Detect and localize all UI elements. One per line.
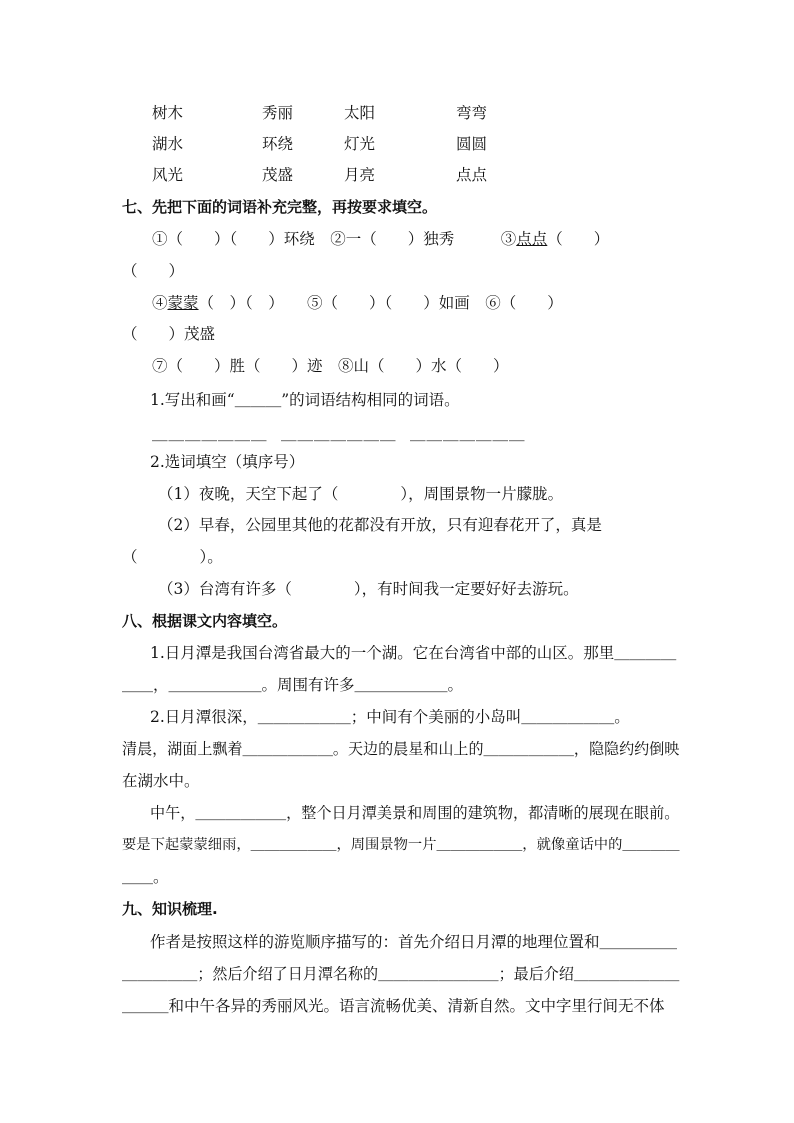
s8-para-3-line-3: ＿＿。 [122,868,169,886]
s7-line-2 [152,293,563,313]
s8-para-3-line-2: 要是下起蒙蒙细雨，＿＿＿＿＿＿，周围景物一片＿＿＿＿＿＿，就像童话中的＿＿＿＿ [122,837,680,853]
s7-line-2-wrap: （ ）茂盛 [122,325,216,343]
word-cell: 环绕 [262,135,294,153]
s7-line-3: ⑦（ ）胜（ ）迹 ⑧山（ ）水（ ） [152,357,509,375]
word-cell: 风光 [152,166,184,184]
section-9-heading: 九、知识梳理. [122,900,218,918]
s8-para-3-line-1: 中午，＿＿＿＿＿＿，整个日月潭美景和周围的建筑物，都清晰的展现在眼前。 [150,804,680,822]
word-cell: 湖水 [152,135,184,153]
s7-q2-item-1: （1）夜晚，天空下起了（ ），周围景物一片朦胧。 [158,485,564,503]
s7-q2-item-2-wrap: （ ）。 [122,548,223,566]
s9-line-1: 作者是按照这样的游览顺序描写的：首先介绍日月潭的地理位置和＿＿＿＿＿ [150,933,678,951]
s7-underlined-word: 点点 [516,230,548,248]
s8-para-2-line-2: 清晨，湖面上飘着＿＿＿＿＿＿。天边的晨星和山上的＿＿＿＿＿＿，隐隐约约倒映 [122,740,680,758]
word-cell: 灯光 [344,135,376,153]
s7-line-2-b: （ ）（ ） ⑤（ ）（ ）如画 ⑥（ ） [198,294,563,312]
word-cell: 秀丽 [262,104,294,122]
s8-para-1-line-2: ＿＿，＿＿＿＿＿＿。周围有许多＿＿＿＿＿＿。 [122,676,464,694]
word-cell: 树木 [152,104,184,122]
word-cell: 圆圆 [456,135,488,153]
section-8-heading: 八、根据课文内容填空。 [122,612,288,630]
s7-underlined-word: 蒙蒙 [167,294,199,312]
s9-line-3: ＿＿＿和中午各异的秀丽风光。语言流畅优美、清新自然。文中字里行间无不体 [122,997,665,1015]
s9-line-2: ＿＿＿＿＿；然后介绍了日月潭名称的＿＿＿＿＿＿＿＿；最后介绍＿＿＿＿＿＿＿ [122,965,680,983]
s7-question-2: 2.选词填空（填序号） [150,453,305,471]
answer-blank[interactable]: ＿＿＿＿＿＿＿ [152,425,268,443]
word-cell: 茂盛 [262,166,294,184]
s8-para-1-line-1: 1.日月潭是我国台湾省最大的一个湖。它在台湾省中部的山区。那里＿＿＿＿ [150,644,677,662]
word-cell: 弯弯 [456,104,488,122]
s7-line-1-a: ①（ ）（ ）环绕 ②一（ ）独秀 ③ [152,230,517,248]
s7-q2-item-3: （3）台湾有许多（ ），有时间我一定要好好去游玩。 [158,580,579,598]
s7-line-1-b: （ ） [547,230,610,248]
word-cell: 点点 [456,166,488,184]
word-cell: 月亮 [344,166,376,184]
s8-para-2-line-3: 在湖水中。 [122,772,200,790]
s7-line-1 [152,229,609,249]
s8-para-2-line-1: 2.日月潭很深，＿＿＿＿＿＿；中间有个美丽的小岛叫＿＿＿＿＿＿。 [150,708,630,726]
word-cell: 太阳 [344,104,376,122]
s7-q2-item-2: （2）早春，公园里其他的花都没有开放，只有迎春花开了，真是 [158,516,602,534]
s7-line-1-wrap: （ ） [122,262,185,280]
s7-question-1: 1.写出和画“＿＿＿”的词语结构相同的词语。 [150,391,460,409]
answer-blank[interactable]: ＿＿＿＿＿＿＿ [281,425,397,443]
answer-blank[interactable]: ＿＿＿＿＿＿＿ [410,425,526,443]
section-7-heading: 七、先把下面的词语补充完整，再按要求填空。 [122,198,438,216]
s7-line-2-a: ④ [152,294,168,312]
